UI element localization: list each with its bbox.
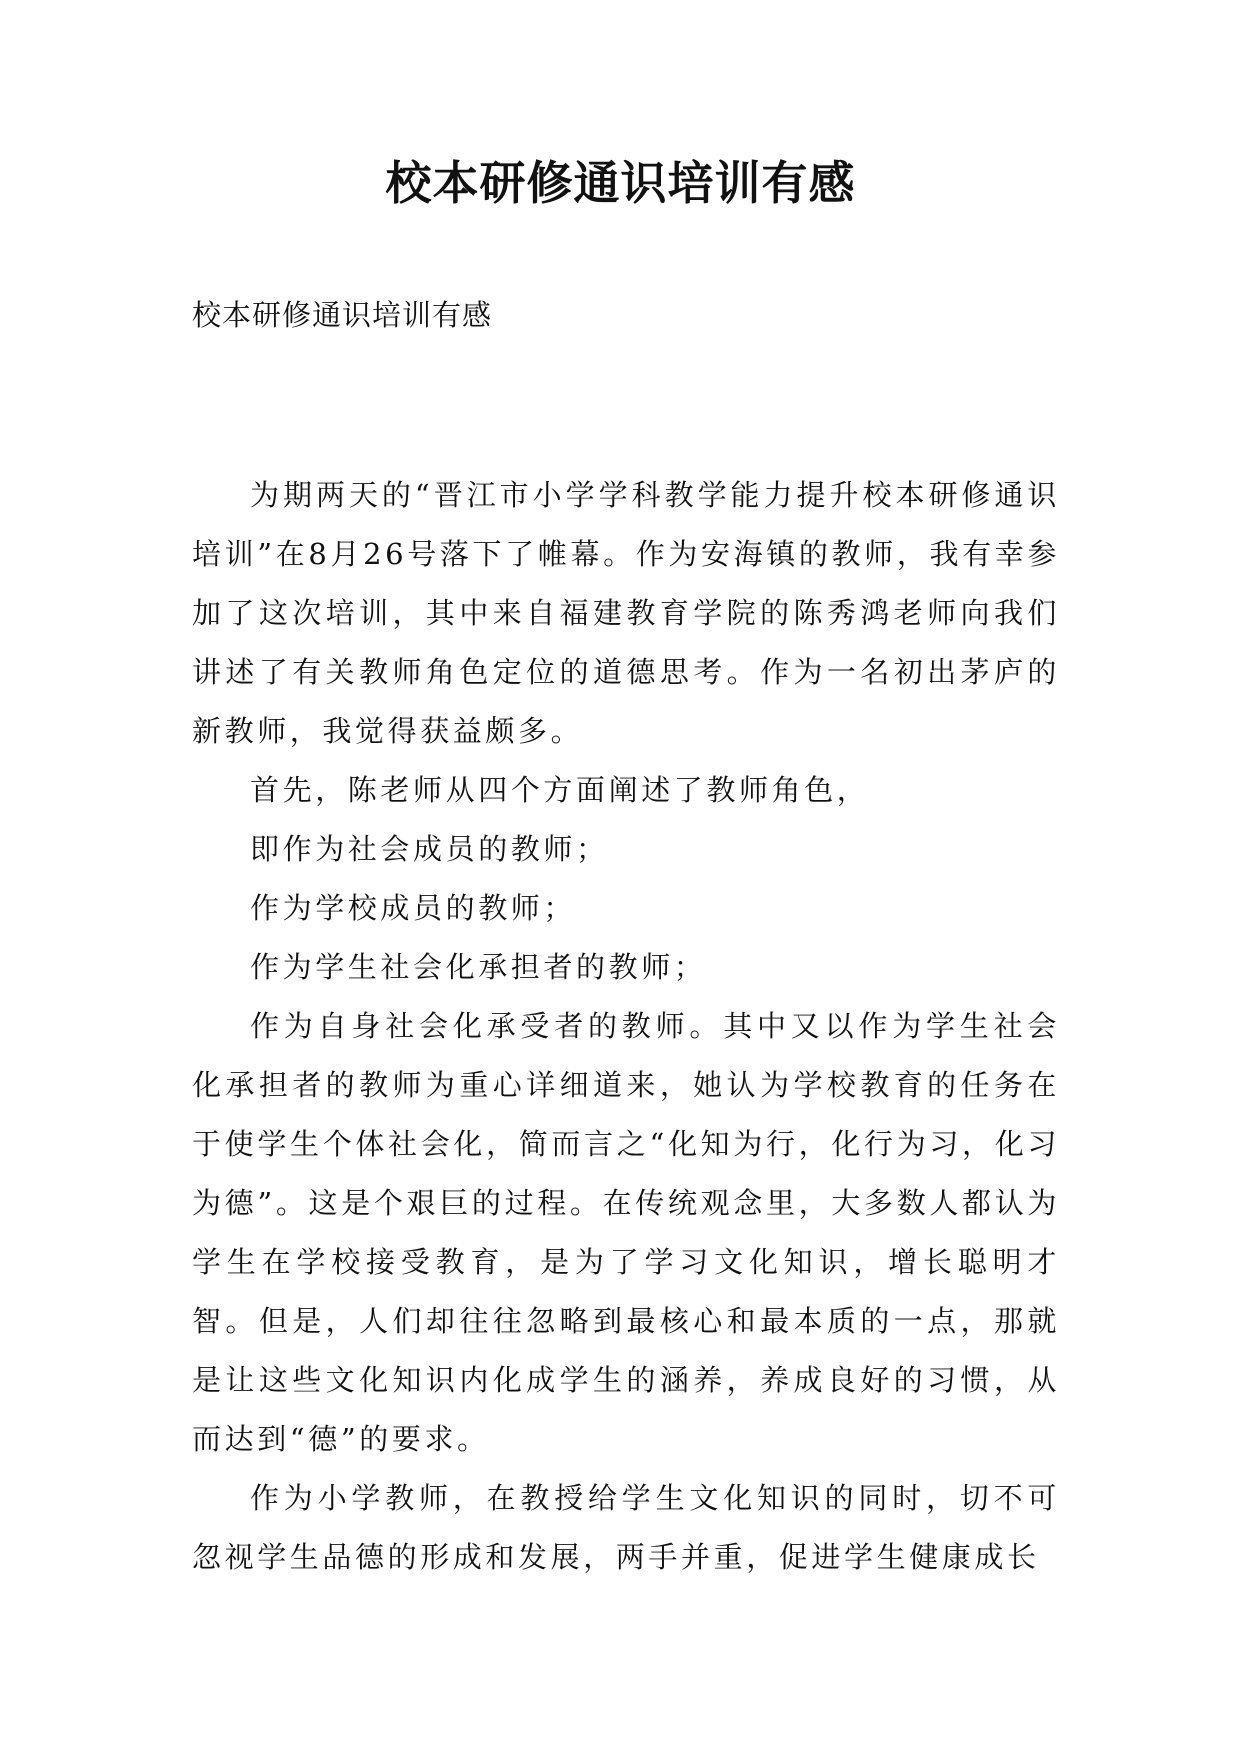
paragraph-first-point: 首先，陈老师从四个方面阐述了教师角色， bbox=[250, 773, 870, 807]
paragraph-role-society: 即作为社会成员的教师； bbox=[250, 832, 609, 866]
document-body bbox=[192, 466, 1060, 1587]
paragraph-role-student-socialization: 作为学生社会化承担者的教师； bbox=[250, 950, 707, 984]
document-title: 校本研修通识培训有感 bbox=[385, 156, 856, 210]
paragraph-role-self-socialization: 作为自身社会化承受者的教师。其中又以作为学生社会化承担者的教师为重心详细道来，她认为学校教育的任务在于使学生个体社会化，简而言之“化知为行，化行为习，化习为德”。这是个艰巨的过程。在传统观念里，大多数人都认为学生在学校接受教育，是为了学习文化知识，增长聪明才智。但是，人们却往往忽略到最核心和最本质的一点，那就是让这些文化知识内化成学生的涵养，养成良好的习惯，从而达到“德”的要求。 bbox=[192, 1009, 1060, 1456]
paragraph-intro: 为期两天的“晋江市小学学科教学能力提升校本研修通识培训”在8月26号落下了帷幕。作为安海镇的教师，我有幸参加了这次培训，其中来自福建教育学院的陈秀鸿老师向我们讲述了有关教师角色定位的道德思考。作为一名初出茅庐的新教师，我觉得获益颇多。 bbox=[192, 478, 1060, 748]
document-subtitle: 校本研修通识培训有感 bbox=[192, 298, 493, 332]
paragraph-primary-teacher: 作为小学教师，在教授给学生文化知识的同时，切不可忽视学生品德的形成和发展，两手并重，促进学生健康成长 bbox=[192, 1481, 1060, 1574]
paragraph-role-school: 作为学校成员的教师； bbox=[250, 891, 577, 925]
